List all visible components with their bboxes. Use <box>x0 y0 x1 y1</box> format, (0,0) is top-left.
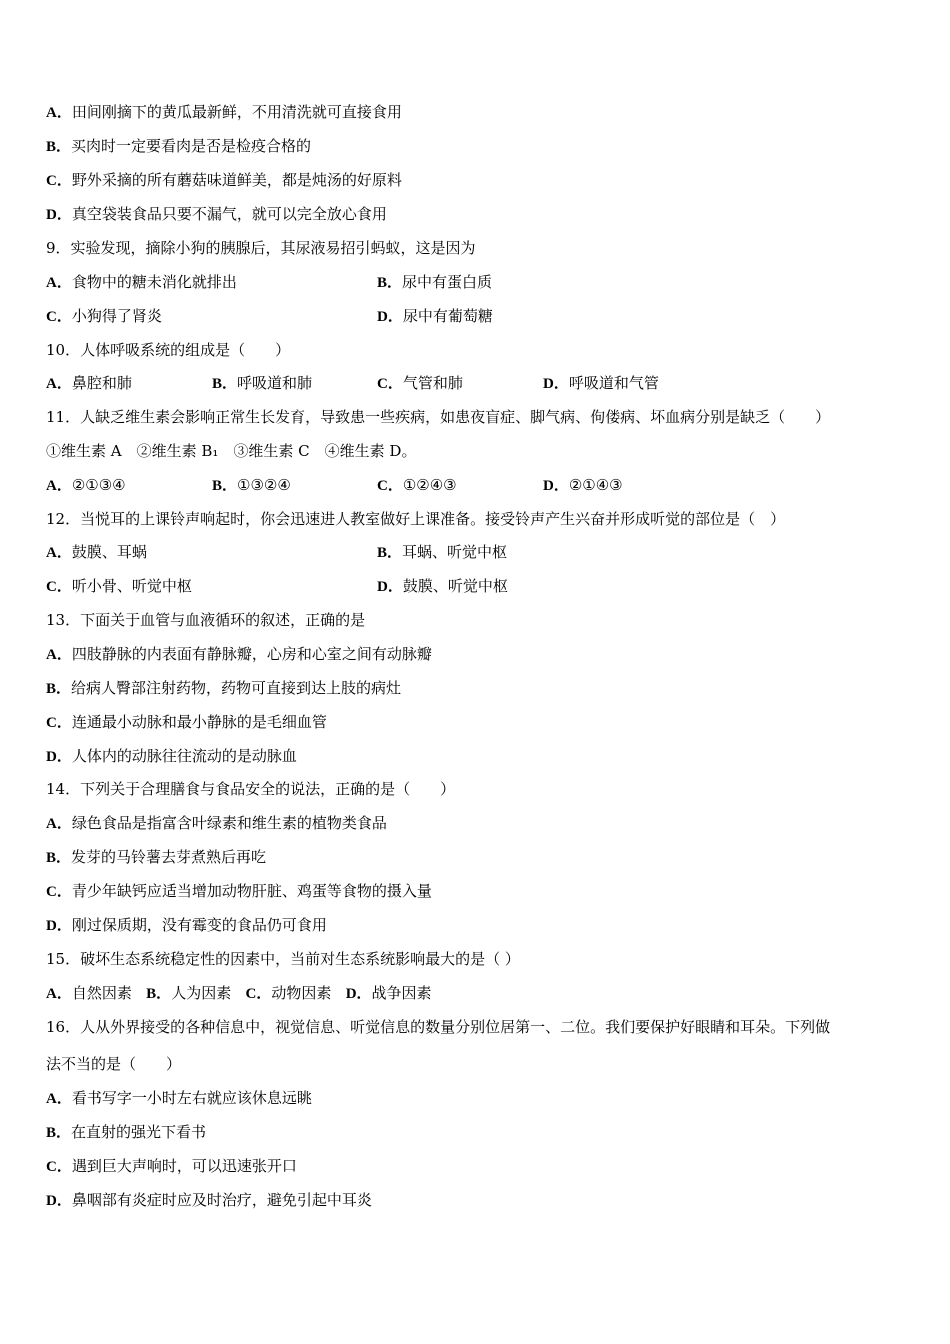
q9-stem: 9．实验发现，摘除小狗的胰腺后，其尿液易招引蚂蚁，这是因为 <box>46 239 476 257</box>
q10-option-c: C．气管和肺 <box>377 374 463 392</box>
q9-option-c: C．小狗得了肾炎 <box>46 307 162 325</box>
q12-option-d: D．鼓膜、听觉中枢 <box>377 577 508 595</box>
q12-stem: 12．当悦耳的上课铃声响起时，你会迅速进人教室做好上课准备。接受铃声产生兴奋并形成听觉的部位是（ ） <box>46 510 786 528</box>
q11-options-row <box>0 475 950 495</box>
q11-stem: 11．人缺乏维生素会影响正常生长发育，导致患一些疾病，如患夜盲症、脚气病、佝偻病、坏血病分别是缺乏（ ） <box>46 408 831 426</box>
q10-option-d: D．呼吸道和气管 <box>543 374 659 392</box>
q9-option-a: A．食物中的糖未消化就排出 <box>46 273 237 291</box>
q12-option-a: A．鼓膜、耳蜗 <box>46 543 147 561</box>
q8-option-b: B．买肉时一定要看肉是否是检疫合格的 <box>46 137 312 155</box>
q8-option-d: D．真空袋装食品只要不漏气，就可以完全放心食用 <box>46 205 387 223</box>
q12-option-b: B．耳蜗、听觉中枢 <box>377 543 508 561</box>
q16-option-b: B．在直射的强光下看书 <box>46 1123 207 1141</box>
q9-option-b: B．尿中有蛋白质 <box>377 273 493 291</box>
q8-option-c: C．野外采摘的所有蘑菇味道鲜美，都是炖汤的好原料 <box>46 171 402 189</box>
q8-option-a: A．田间刚摘下的黄瓜最新鲜，不用清洗就可直接食用 <box>46 103 402 121</box>
q16-option-a: A．看书写字一小时左右就应该休息远眺 <box>46 1089 312 1107</box>
q10-option-b: B．呼吸道和肺 <box>212 374 313 392</box>
q10-options-row <box>0 373 950 393</box>
q11-items: ①维生素 A ②维生素 B₁ ③维生素 C ④维生素 D。 <box>46 442 417 460</box>
q16-option-c: C．遇到巨大声响时，可以迅速张开口 <box>46 1157 297 1175</box>
q15-option-c: C．动物因素 <box>245 984 332 1002</box>
q16-option-d: D．鼻咽部有炎症时应及时治疗，避免引起中耳炎 <box>46 1191 372 1209</box>
q12-option-c: C．听小骨、听觉中枢 <box>46 577 192 595</box>
q14-stem: 14．下列关于合理膳食与食品安全的说法，正确的是（ ） <box>46 780 456 798</box>
q9-options-row-2 <box>0 306 950 326</box>
q16-stem-line-1: 16．人从外界接受的各种信息中，视觉信息、听觉信息的数量分别位居第一、二位。我们要保护好眼睛和耳朵。下列做 <box>46 1018 831 1036</box>
q12-options-row-2 <box>0 576 950 596</box>
q12-options-row-1 <box>0 542 950 562</box>
q9-option-d: D．尿中有葡萄糖 <box>377 307 493 325</box>
q13-option-d: D．人体内的动脉往往流动的是动脉血 <box>46 747 297 765</box>
q15-stem: 15．破坏生态系统稳定性的因素中，当前对生态系统影响最大的是（ ） <box>46 950 520 968</box>
q15-option-d: D．战争因素 <box>345 984 432 1002</box>
q11-option-d: D．②①④③ <box>543 476 623 494</box>
q11-option-b: B．①③②④ <box>212 476 291 494</box>
q14-option-c: C．青少年缺钙应适当增加动物肝脏、鸡蛋等食物的摄入量 <box>46 882 432 900</box>
q14-option-a: A．绿色食品是指富含叶绿素和维生素的植物类食品 <box>46 814 387 832</box>
q14-option-b: B．发芽的马铃薯去芽煮熟后再吃 <box>46 848 267 866</box>
q10-option-a: A．鼻腔和肺 <box>46 374 132 392</box>
q13-option-c: C．连通最小动脉和最小静脉的是毛细血管 <box>46 713 327 731</box>
q13-option-b: B．给病人臀部注射药物，药物可直接到达上肢的病灶 <box>46 679 402 697</box>
q15-option-b: B．人为因素 <box>146 984 232 1002</box>
q11-option-c: C．①②④③ <box>377 476 457 494</box>
q13-stem: 13．下面关于血管与血液循环的叙述，正确的是 <box>46 611 366 629</box>
q15-option-a: A．自然因素 <box>46 984 132 1002</box>
q9-options-row-1 <box>0 272 950 292</box>
q16-stem-line-2: 法不当的是（ ） <box>46 1055 182 1073</box>
q10-stem: 10．人体呼吸系统的组成是（ ） <box>46 341 291 359</box>
q15-options-row <box>46 983 432 1004</box>
q11-option-a: A．②①③④ <box>46 476 126 494</box>
q13-option-a: A．四肢静脉的内表面有静脉瓣，心房和心室之间有动脉瓣 <box>46 645 432 663</box>
q14-option-d: D．刚过保质期，没有霉变的食品仍可食用 <box>46 916 327 934</box>
